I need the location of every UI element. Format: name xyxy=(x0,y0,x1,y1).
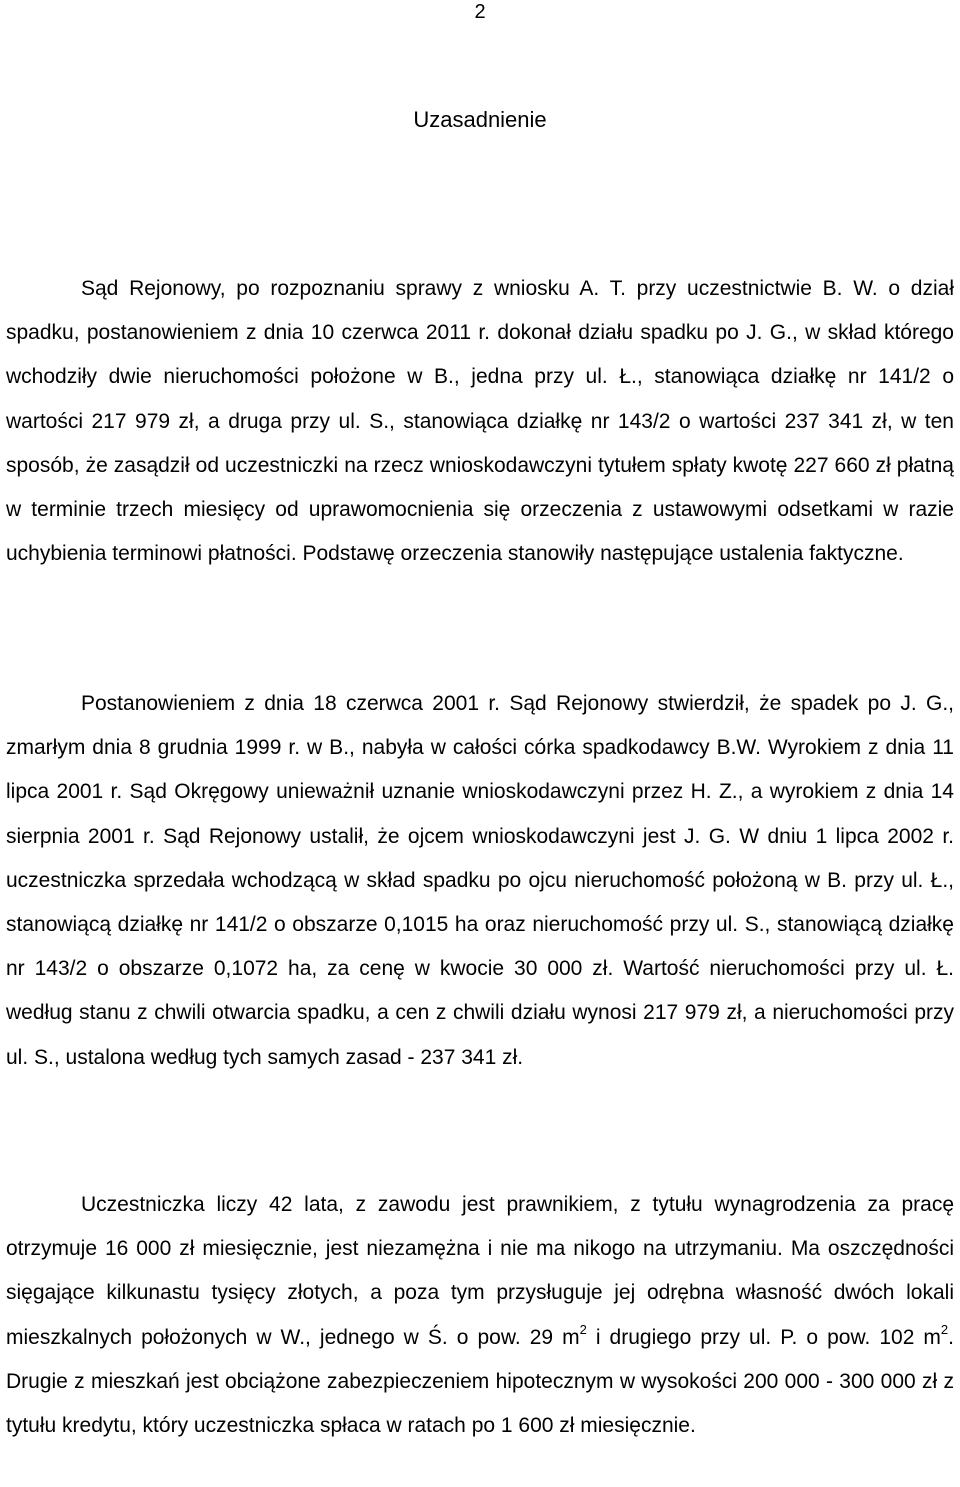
paragraph-2: Postanowieniem z dnia 18 czerwca 2001 r. Sąd Rejonowy stwierdził, że spadek po J. G., zmarłym dnia 8 grudnia 1999 r. w B., nabyła w całości córka spadkodawcy B.W. Wyrokiem z dnia 11 lipca 2001 r. Sąd Okręgowy unieważnił uznanie wnioskodawczyni przez H. Z., a wyrokiem z dnia 14 sierpnia 2001 r. Sąd Rejonowy ustalił, że ojcem wnioskodawczyni jest J. G. W dniu 1 lipca 2002 r. uczestniczka sprzedała wchodzącą w skład spadku po ojcu nieruchomość położoną w B. przy ul. Ł., stanowiącą działkę nr 141/2 o obszarze 0,1015 ha oraz nieruchomość przy ul. S., stanowiącą działkę nr 143/2 o obszarze 0,1072 ha, za cenę w kwocie 30 000 zł. Wartość nieruchomości przy ul. Ł. według stanu z chwili otwarcia spadku, a cen z chwili działu wynosi 217 979 zł, a nieruchomości przy ul. S., ustalona według tych samych zasad - 237 341 zł. xyxy=(6,692,954,1069)
document-title: Uzasadnienie xyxy=(413,107,547,132)
paragraph-3-text-part-2: i drugiego przy ul. P. o pow. 102 m xyxy=(586,1325,941,1349)
superscript-2: 2 xyxy=(940,1321,949,1337)
paragraph-3 xyxy=(6,1183,954,1448)
paragraph-3-text-part-3: . Drugie z mieszkań jest obciążone zabezpieczeniem hipotecznym w wysokości 200 000 - 300 000 zł z tytułu kredytu, który uczestniczka spłaca w ratach po 1 600 zł miesięcznie. xyxy=(6,1325,954,1438)
superscript-2: 2 xyxy=(579,1321,587,1337)
page-number: 2 xyxy=(474,1,486,23)
paragraph-3-text-part-1: Uczestniczka liczy 42 lata, z zawodu jest prawnikiem, z tytułu wynagrodzenia za pracę otrzymuje 16 000 zł miesięcznie, jest niezamężna i nie ma nikogo na utrzymaniu. Ma oszczędności sięgające kilkunastu tysięcy złotych, a poza tym przysługuje jej odrębna własność dwóch lokali mieszkalnych położonych w W., jednego w Ś. o pow. 29 m xyxy=(6,1193,954,1349)
paragraph-1: Sąd Rejonowy, po rozpoznaniu sprawy z wniosku A. T. przy uczestnictwie B. W. o dział spadku, postanowieniem z dnia 10 czerwca 2011 r. dokonał działu spadku po J. G., w skład którego wchodziły dwie nieruchomości położone w B., jedna przy ul. Ł., stanowiąca działkę nr 141/2 o wartości 217 979 zł, a druga przy ul. S., stanowiąca działkę nr 143/2 o wartości 237 341 zł, w ten sposób, że zasądził od uczestniczki na rzecz wnioskodawczyni tytułem spłaty kwotę 227 660 zł płatną w terminie trzech miesięcy od uprawomocnienia się orzeczenia z ustawowymi odsetkami w razie uchybienia terminowi płatności. Podstawę orzeczenia stanowiły następujące ustalenia faktyczne. xyxy=(6,277,954,566)
